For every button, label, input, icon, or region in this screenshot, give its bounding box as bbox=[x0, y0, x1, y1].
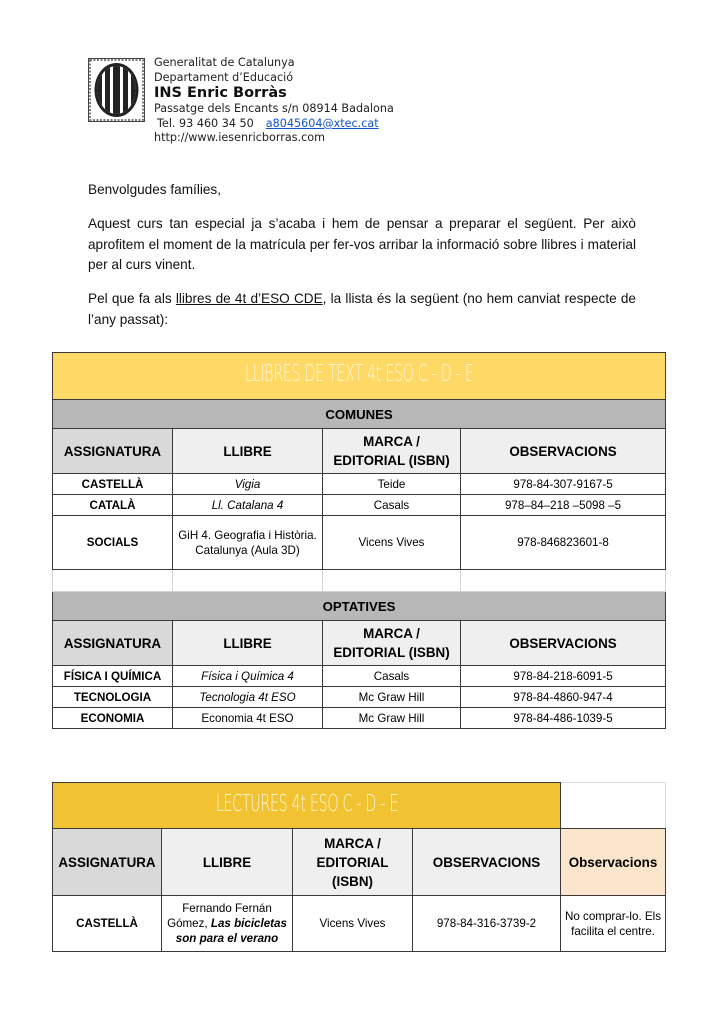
school-email-link[interactable]: a8045604@xtec.cat bbox=[265, 116, 379, 130]
textbooks-table bbox=[52, 352, 666, 729]
table-row bbox=[53, 666, 666, 687]
header-assignatura: ASSIGNATURA bbox=[53, 429, 173, 474]
cell-publisher: Mc Graw Hill bbox=[323, 687, 461, 708]
table-row bbox=[53, 495, 666, 516]
header-observacions-notes: Observacions bbox=[561, 829, 666, 896]
header-assignatura: ASSIGNATURA bbox=[53, 621, 173, 666]
section-optatives: OPTATIVES bbox=[53, 592, 666, 621]
readings-title: LECTURES 4t ESO C - D - E bbox=[215, 790, 398, 817]
header-observacions: OBSERVACIONS bbox=[413, 829, 561, 896]
generalitat-logo-icon bbox=[88, 58, 145, 122]
cell-isbn: 978-84-4860-947-4 bbox=[461, 687, 666, 708]
header-observacions: OBSERVACIONS bbox=[461, 621, 666, 666]
cell-book: Vigia bbox=[173, 474, 323, 495]
cell-book: Economia 4t ESO bbox=[173, 708, 323, 729]
cell-book: GiH 4. Geografia i Història. Catalunya (Aula 3D) bbox=[173, 516, 323, 570]
greeting: Benvolgudes famílies, bbox=[88, 182, 221, 197]
cell-subject: CASTELLÀ bbox=[53, 896, 162, 952]
cell-book: Física i Química 4 bbox=[173, 666, 323, 687]
empty-cell bbox=[53, 570, 173, 592]
cell-book bbox=[162, 896, 293, 952]
cell-subject: ECONOMIA bbox=[53, 708, 173, 729]
table-row bbox=[53, 687, 666, 708]
empty-cell bbox=[323, 570, 461, 592]
header-llibre: LLIBRE bbox=[173, 621, 323, 666]
cell-publisher: Casals bbox=[323, 495, 461, 516]
header-llibre: LLIBRE bbox=[173, 429, 323, 474]
readings-table bbox=[52, 782, 666, 952]
paragraph-books-after: , la llista és la següent (no hem canviat respecte de l’any passat): bbox=[88, 291, 636, 327]
cell-book: Ll. Catalana 4 bbox=[173, 495, 323, 516]
book-author: Fernando Fernán Gómez, bbox=[167, 902, 272, 930]
section-comunes: COMUNES bbox=[53, 400, 666, 429]
table-row bbox=[53, 896, 666, 952]
table-row bbox=[53, 516, 666, 570]
cell-publisher: Vicens Vives bbox=[293, 896, 413, 952]
cell-publisher: Vicens Vives bbox=[323, 516, 461, 570]
school-address: Passatge dels Encants s/n 08914 Badalona bbox=[154, 102, 394, 116]
cell-publisher: Casals bbox=[323, 666, 461, 687]
cell-isbn: 978-84-307-9167-5 bbox=[461, 474, 666, 495]
empty-cell bbox=[561, 783, 666, 829]
letterhead-line2: Departament d’Educació bbox=[154, 70, 294, 84]
textbooks-title-cell bbox=[53, 353, 666, 400]
cell-note: No comprar-lo. Els facilita el centre. bbox=[561, 896, 666, 952]
school-phone: Tel. 93 460 34 50 bbox=[157, 116, 254, 130]
paragraph-intro: Aquest curs tan especial ja s’acaba i hem de pensar a preparar el següent. Per això aprofitem el moment de la matrícula per fer-vos arribar la informació sobre llibres i material per al curs vinent. bbox=[88, 216, 636, 272]
readings-title-cell bbox=[53, 783, 561, 829]
empty-cell bbox=[461, 570, 666, 592]
school-name: INS Enric Borràs bbox=[154, 85, 287, 102]
cell-isbn: 978-84-486-1039-5 bbox=[461, 708, 666, 729]
cell-publisher: Mc Graw Hill bbox=[323, 708, 461, 729]
cell-book: Tecnologia 4t ESO bbox=[173, 687, 323, 708]
book-title: Las bicicletas son para el verano bbox=[175, 917, 287, 945]
paragraph-books-before: Pel que fa als bbox=[88, 291, 176, 306]
table-header-row bbox=[53, 621, 666, 666]
books-link-text: llibres de 4t d’ESO CDE bbox=[175, 291, 323, 306]
header-observacions: OBSERVACIONS bbox=[461, 429, 666, 474]
paragraph-books bbox=[88, 289, 636, 330]
header-editorial: MARCA / EDITORIAL (ISBN) bbox=[293, 829, 413, 896]
cell-isbn: 978-846823601-8 bbox=[461, 516, 666, 570]
cell-isbn: 978–84–218 –5098 –5 bbox=[461, 495, 666, 516]
textbooks-title: LLIBRES DE TEXT 4t ESO C - D - E bbox=[244, 361, 474, 387]
empty-cell bbox=[173, 570, 323, 592]
letterhead-text bbox=[154, 56, 474, 146]
empty-row bbox=[53, 570, 666, 592]
header-editorial: MARCA / EDITORIAL (ISBN) bbox=[323, 621, 461, 666]
cell-subject: SOCIALS bbox=[53, 516, 173, 570]
header-editorial: MARCA / EDITORIAL (ISBN) bbox=[323, 429, 461, 474]
cell-subject: CATALÀ bbox=[53, 495, 173, 516]
table-row bbox=[53, 708, 666, 729]
table-header-row bbox=[53, 429, 666, 474]
cell-subject: FÍSICA I QUÍMICA bbox=[53, 666, 173, 687]
school-website[interactable]: http://www.iesenricborras.com bbox=[154, 131, 325, 145]
table-header-row bbox=[53, 829, 666, 896]
cell-isbn: 978-84-218-6091-5 bbox=[461, 666, 666, 687]
cell-isbn: 978-84-316-3739-2 bbox=[413, 896, 561, 952]
cell-subject: TECNOLOGIA bbox=[53, 687, 173, 708]
cell-publisher: Teide bbox=[323, 474, 461, 495]
header-llibre: LLIBRE bbox=[162, 829, 293, 896]
header-assignatura: ASSIGNATURA bbox=[53, 829, 162, 896]
table-row bbox=[53, 474, 666, 495]
cell-subject: CASTELLÀ bbox=[53, 474, 173, 495]
letterhead-line1: Generalitat de Catalunya bbox=[154, 56, 295, 69]
